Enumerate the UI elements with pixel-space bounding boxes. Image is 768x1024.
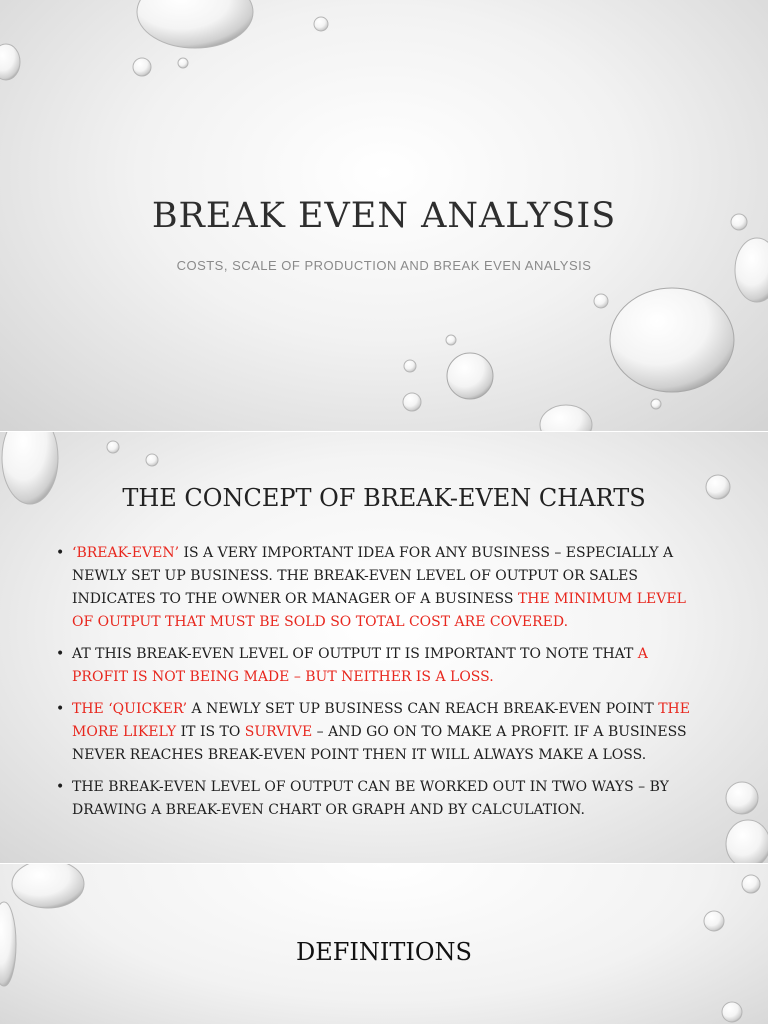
bullet-text: AT THIS BREAK-EVEN LEVEL OF OUTPUT IT IS IMPORTANT TO NOTE THAT [72,646,638,662]
bullet-icon: • [56,646,65,662]
concept-slide [0,432,768,864]
slide-title: THE CONCEPT OF BREAK-EVEN CHARTS [122,484,646,512]
bullet-list [56,542,696,831]
highlight-text: THE MORE LIKELY [72,701,690,740]
highlight-text: SURVIVE [244,724,313,740]
bullet-icon: • [56,701,65,717]
bullet-text: IT IS TO [176,724,245,740]
slide-title: DEFINITIONS [296,938,472,966]
bullet-item [56,698,696,767]
slide-subtitle: COSTS, SCALE OF PRODUCTION AND BREAK EVEN ANALYSIS [176,258,592,273]
bullet-icon: • [56,545,65,561]
bullet-icon: • [56,779,65,795]
bullet-text: IS A VERY IMPORTANT IDEA FOR ANY BUSINESS – ESPECIALLY A NEWLY SET UP BUSINESS. THE BREAK-EVEN LEVEL OF OUTPUT OR SALES INDICATES TO THE OWNER OR MANAGER OF A BUSINESS [72,545,674,607]
highlight-text: ‘BREAK-EVEN’ [72,545,180,561]
highlight-text: THE MINIMUM LEVEL OF OUTPUT THAT MUST BE SOLD SO TOTAL COST ARE COVERED. [72,591,686,630]
bullet-item [56,643,696,689]
title-slide [0,0,768,432]
bullet-item [56,542,696,634]
definitions-slide [0,864,768,1024]
bullet-item [56,776,696,822]
bullet-text: – AND GO ON TO MAKE A PROFIT. IF A BUSINESS NEVER REACHES BREAK-EVEN POINT THEN IT WILL ALWAYS MAKE A LOSS. [72,724,687,763]
bullet-text: A NEWLY SET UP BUSINESS CAN REACH BREAK-EVEN POINT [187,701,659,717]
highlight-text: THE ‘QUICKER’ [72,701,188,717]
slide-title: BREAK EVEN ANALYSIS [151,196,617,236]
bullet-text: THE BREAK-EVEN LEVEL OF OUTPUT CAN BE WORKED OUT IN TWO WAYS – BY DRAWING A BREAK-EVEN CHART OR GRAPH AND BY CALCULATION. [72,779,669,818]
highlight-text: A PROFIT IS NOT BEING MADE – BUT NEITHER IS A LOSS. [72,646,648,685]
